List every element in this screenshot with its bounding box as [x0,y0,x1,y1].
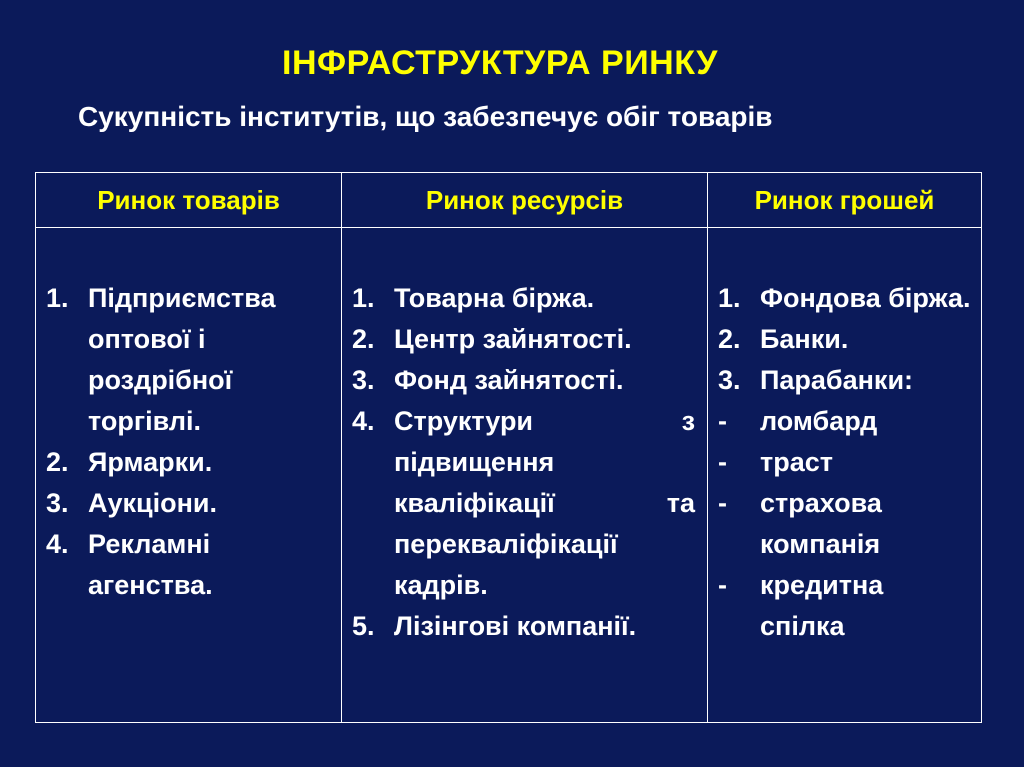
list-item-text: Рекламні агенства. [88,529,213,600]
list-item [718,565,971,647]
list-marker: 5. [352,611,375,641]
list-item [718,483,971,565]
list-item [46,483,327,524]
list-item-text: Лізінгові компанії. [394,611,637,641]
list-item [718,278,971,319]
list-item-text: кредитна спілка [760,570,884,641]
list-marker: 2. [46,447,69,477]
list-item-text: Парабанки: [760,365,914,395]
list-marker: - [718,406,727,436]
list-item [352,606,695,647]
list-marker: 3. [352,365,375,395]
list-item [352,360,695,401]
column-header-goods-market: Ринок товарів [36,173,342,228]
list-item-text: траст [760,447,833,477]
list-item [352,278,695,319]
resources-market-list [342,228,707,647]
list-item-text: Банки. [760,324,849,354]
table-body-row [36,228,982,723]
list-marker: 1. [718,283,741,313]
list-marker: 1. [46,283,69,313]
list-item-text: Фонд зайнятості. [394,365,624,395]
list-item-text: Товарна біржа. [394,283,595,313]
list-item-text: страхова компанія [760,488,882,559]
list-item-text: Фондова біржа. [760,283,971,313]
list-item [46,278,327,442]
list-marker: 4. [46,529,69,559]
infrastructure-table [35,172,982,723]
list-marker: - [718,488,727,518]
list-marker: 4. [352,406,375,436]
column-header-money-market: Ринок грошей [708,173,982,228]
resources-market-cell [342,228,708,723]
list-item [718,442,971,483]
list-marker: - [718,447,727,477]
list-item [352,319,695,360]
list-item [46,442,327,483]
list-marker: 3. [46,488,69,518]
list-item-text: Ярмарки. [88,447,213,477]
slide-subtitle: Сукупність інститутів, що забезпечує обіг товарів [78,101,773,132]
goods-market-list [36,228,341,606]
column-header-resources-market: Ринок ресурсів [342,173,708,228]
list-item [46,524,327,606]
list-marker: 2. [718,324,741,354]
money-market-cell [708,228,982,723]
list-item [718,401,971,442]
goods-market-cell [36,228,342,723]
list-item [718,360,971,401]
money-market-list [708,228,981,647]
list-item [718,319,971,360]
list-marker: - [718,570,727,600]
list-item-text: Аукціони. [88,488,218,518]
list-item-text: Центр зайнятості. [394,324,632,354]
list-marker: 3. [718,365,741,395]
table-header-row [36,173,982,228]
list-marker: 1. [352,283,375,313]
list-item-text: ломбард [760,406,878,436]
list-item-text: Структури з підвищення кваліфікації та перекваліфікації кадрів. [394,406,695,600]
list-item [352,401,695,606]
list-marker: 2. [352,324,375,354]
list-item-text: Підприємства оптової і роздрібної торгівлі. [88,283,276,436]
slide-title: ІНФРАСТРУКТУРА РИНКУ [282,44,718,82]
